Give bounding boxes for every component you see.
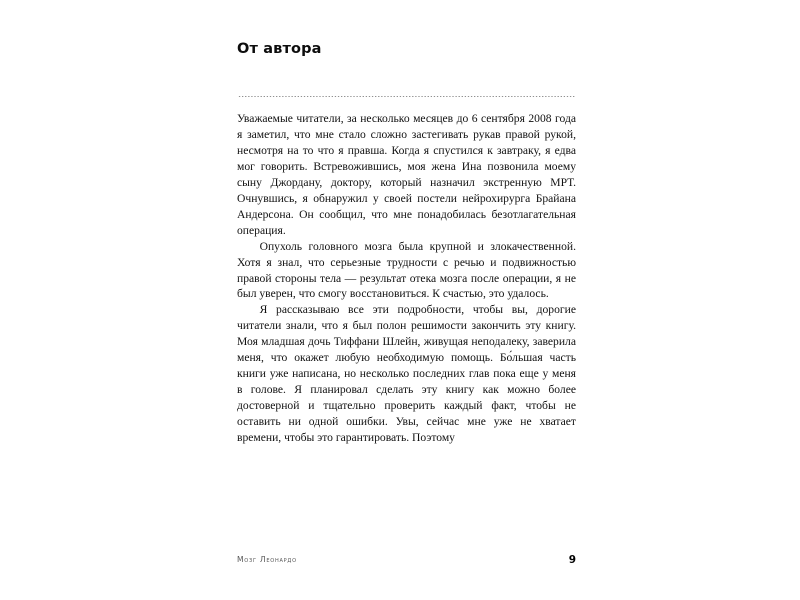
running-title: Мозг Леонардо (237, 555, 297, 564)
paragraph: Я рассказываю все эти подробности, чтобы вы, дорогие читатели знали, что я был полон решимости закончить эту книгу. Моя младшая дочь Тиффани Шлейн, живущая неподалеку, заверила меня, что окажет любую необходимую помощь. Бо́льшая часть книги уже написана, но несколько последних глав пока еще у меня в голове. Я планировал сделать эту книгу как можно более достоверной и тщательно проверить каждый факт, чтобы не оставить ни одной ошибки. Увы, сейчас мне уже не хватает времени, чтобы это гарантировать. Поэтому (237, 303, 576, 445)
page-title: От автора (237, 41, 322, 57)
page-footer (237, 555, 576, 573)
dotted-divider (238, 96, 576, 97)
paragraph: Опухоль головного мозга была крупной и злокачественной. Хотя я знал, что серьезные трудности с речью и подвижностью правой стороны тела — результат отека мозга после операции, я не был уверен, что смогу восстановиться. К счастью, это удалось. (237, 239, 576, 301)
body-text (237, 111, 576, 446)
paragraph: Уважаемые читатели, за несколько месяцев до 6 сентября 2008 года я заметил, что мне стало сложно застегивать рукав правой рукой, несмотря на то что я правша. Когда я спустился к завтраку, я едва мог говорить. Встревожившись, моя жена Ина позвонила моему сыну Джордану, доктору, который назначил экстренную МРТ. Очнувшись, я обнаружил у своей постели нейрохирурга Брайана Андерсона. Он сообщил, что мне понадобилась безотлагательная операция. (237, 112, 576, 237)
page-number: 9 (568, 554, 576, 566)
